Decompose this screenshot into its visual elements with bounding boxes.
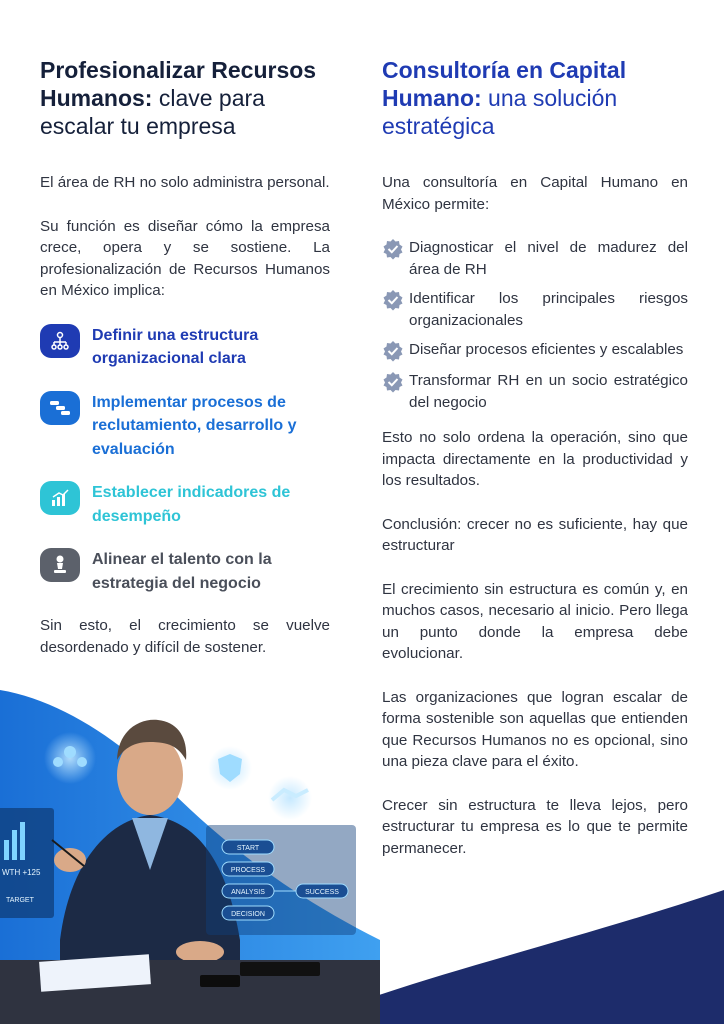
flow-chart-hologram: [206, 825, 356, 935]
hologram-chart-panel: [0, 808, 54, 918]
check-badge-icon: [382, 371, 404, 393]
growth-label: WTH +125: [2, 868, 41, 877]
left-paragraph-2: Su función es diseñar cómo la empresa crece, opera y se sostiene. La profesionalización de Recursos Humanos en México implica:: [40, 217, 330, 299]
left-heading: [40, 56, 330, 140]
right-heading: [382, 56, 688, 140]
feature-label: Establecer indicadores de desempeño: [92, 484, 291, 525]
check-badge-icon: [382, 238, 404, 260]
feature-label: Alinear el talento con la estrategia del negocio: [92, 551, 272, 592]
right-paragraph-2: Esto no solo ordena la operación, sino que impacta directamente en la productividad y los resultados.: [382, 429, 688, 489]
flow-step-label: ANALYSIS: [231, 889, 265, 896]
check-item: [382, 237, 688, 280]
left-heading-rest: clave para escalar tu empresa: [40, 85, 265, 139]
feature-list: [40, 324, 330, 596]
right-paragraph-1: Una consultoría en Capital Humano en México permite:: [382, 174, 688, 213]
right-column: [382, 56, 688, 881]
feature-indicators: [40, 481, 330, 528]
flow-step-label: PROCESS: [230, 867, 266, 874]
right-heading-rest: una solución estratégica: [382, 85, 618, 139]
right-paragraph-6: Crecer sin estructura te lleva lejos, pero estructurar tu empresa es lo que te permite permanecer.: [382, 796, 688, 857]
flow-success-label: SUCCESS: [305, 889, 339, 896]
businessman-photo: [0, 690, 380, 1024]
notebook: [240, 962, 320, 976]
right-paragraph-3: Conclusión: crecer no es suficiente, hay que estructurar: [382, 515, 688, 554]
right-heading-strong: Consultoría en Capital Humano:: [382, 57, 627, 111]
chess-pawn-icon: [40, 548, 80, 582]
check-item: [382, 339, 688, 362]
feature-talent: [40, 548, 330, 595]
feature-structure: [40, 324, 330, 371]
feature-processes: [40, 391, 330, 462]
process-flow-icon: [40, 391, 80, 425]
flow-step-label: START: [236, 845, 260, 852]
check-list: [382, 237, 688, 413]
feature-label: Definir una estructura organizacional clara: [92, 326, 259, 367]
check-item: [382, 370, 688, 413]
check-badge-icon: [382, 289, 404, 311]
check-item-text: Diseñar procesos eficientes y escalables: [409, 341, 684, 358]
right-paragraph-5: Las organizaciones que logran escalar de forma sostenible son aquellas que entienden que Recursos Humanos no es opcional, sino una pieza clave para el éxito.: [382, 688, 688, 770]
phone: [200, 975, 240, 987]
check-item: [382, 288, 688, 331]
left-paragraph-1: El área de RH no solo administra personal.: [40, 174, 330, 191]
right-paragraph-4: El crecimiento sin estructura es común y, en muchos casos, necesario al inicio. Pero llega un punto donde la empresa debe evolucionar.: [382, 580, 688, 662]
flow-step-label: DECISION: [231, 911, 265, 918]
check-item-text: Transformar RH en un socio estratégico del negocio: [409, 372, 688, 411]
check-badge-icon: [382, 340, 404, 362]
check-item-text: Identificar los principales riesgos organizacionales: [409, 290, 688, 329]
left-paragraph-3: Sin esto, el crecimiento se vuelve desordenado y difícil de sostener.: [40, 617, 330, 656]
left-heading-strong: Profesionalizar Recursos Humanos:: [40, 57, 317, 111]
target-label: TARGET: [6, 897, 34, 904]
bar-chart-icon: [40, 481, 80, 515]
org-chart-icon: [40, 324, 80, 358]
check-item-text: Diagnosticar el nivel de madurez del área de RH: [409, 239, 688, 278]
feature-label: Implementar procesos de reclutamiento, desarrollo y evaluación: [92, 393, 297, 458]
left-column: [40, 56, 330, 680]
